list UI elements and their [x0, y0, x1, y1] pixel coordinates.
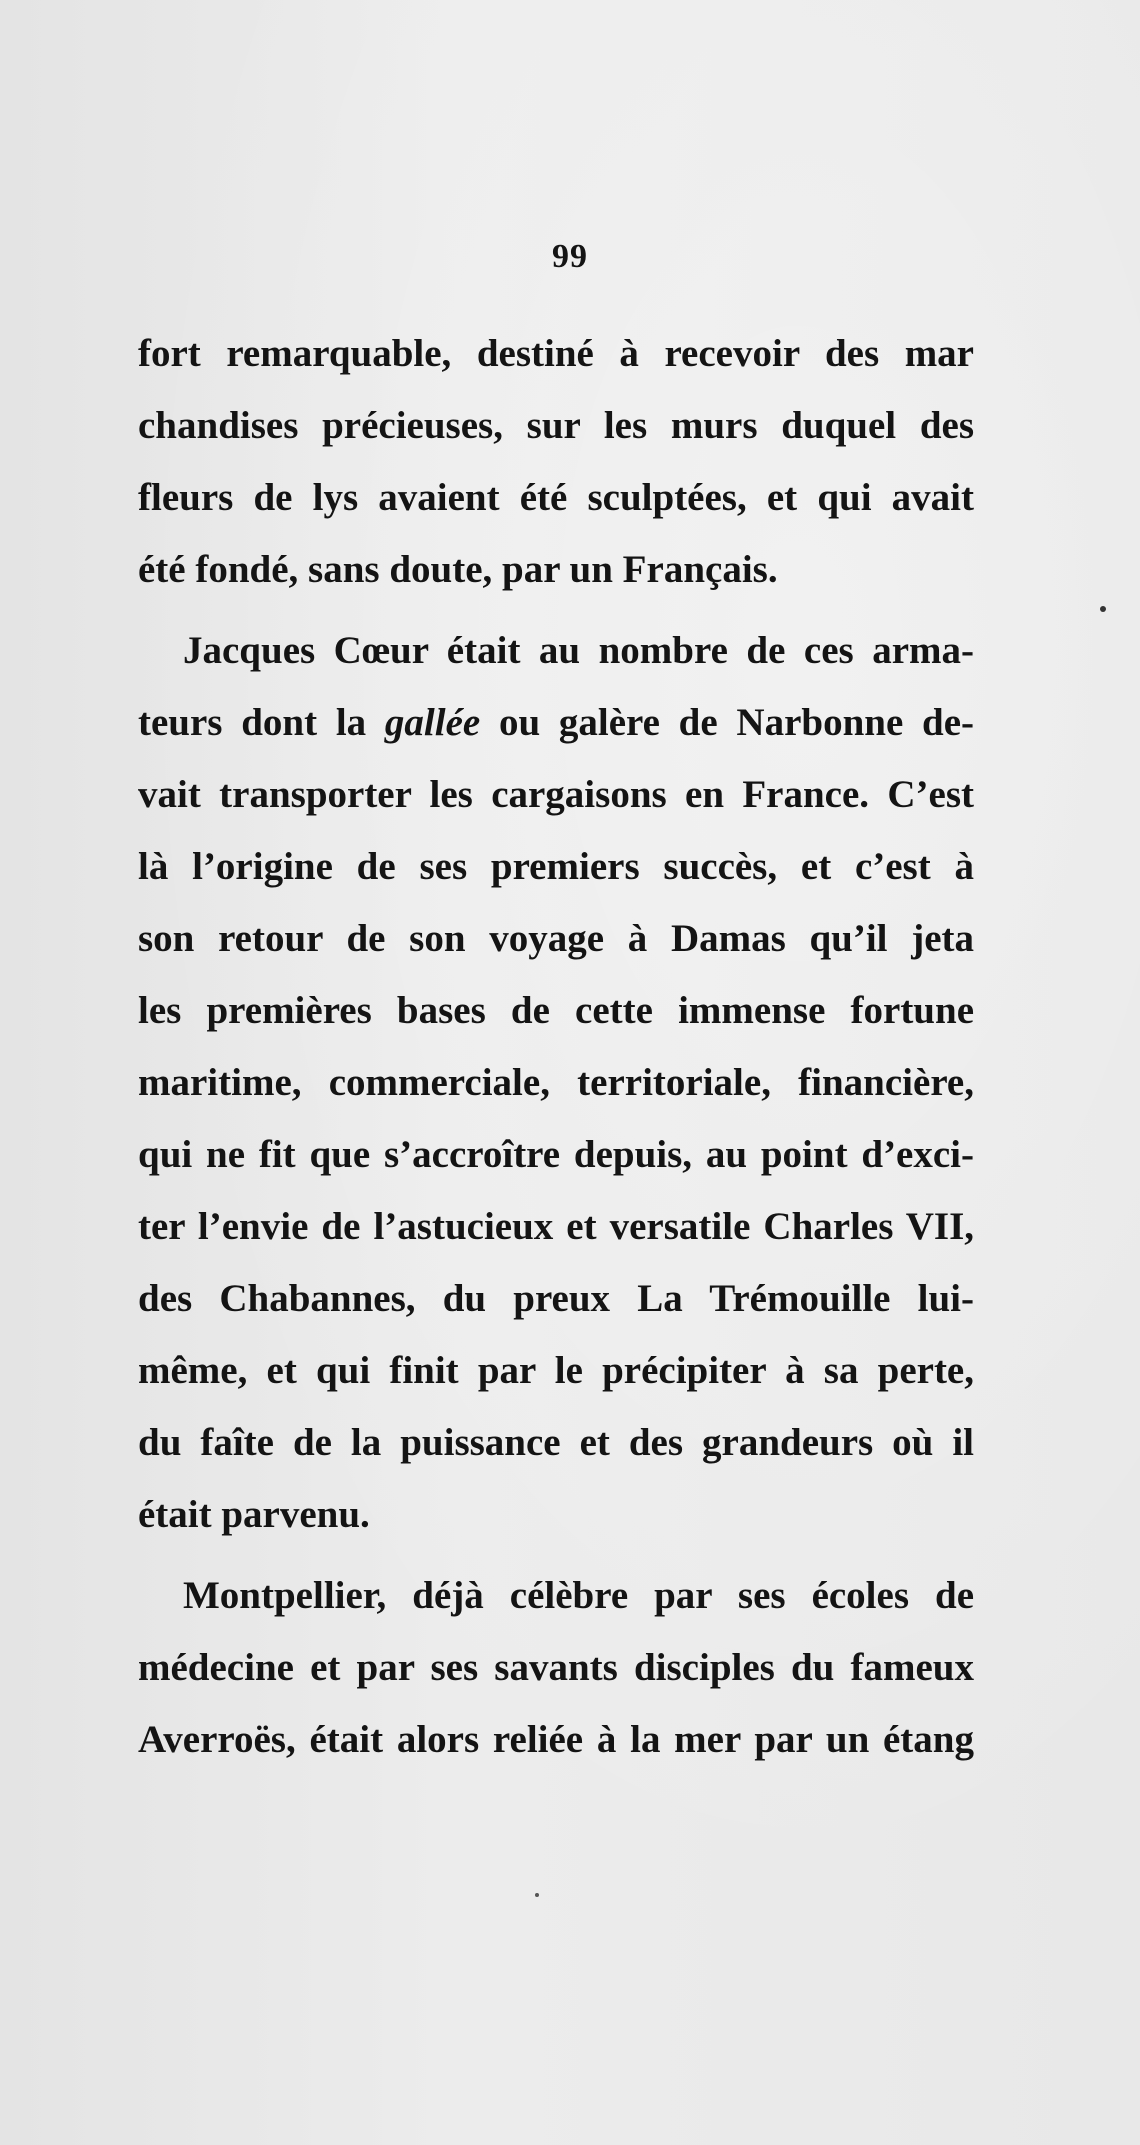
text-line: chandises précieuses, sur les murs duquel des: [138, 404, 974, 447]
text-line: ter l’envie de l’astucieux et versatile Charles VII,: [138, 1205, 974, 1248]
ink-speck: [535, 1893, 539, 1897]
text-line: Montpellier, déjà célèbre par ses écoles de: [183, 1574, 974, 1617]
text-span: teurs dont la: [138, 701, 385, 744]
text-line: était parvenu.: [138, 1493, 370, 1536]
text-line: fort remarquable, destiné à recevoir des mar: [138, 332, 974, 375]
text-line: même, et qui finit par le précipiter à sa perte,: [138, 1349, 974, 1392]
paragraph: [138, 1560, 974, 1776]
text-line: vait transporter les cargaisons en France. C’est: [138, 773, 974, 816]
text-line: [138, 687, 974, 759]
text-line: qui ne fit que s’accroître depuis, au point d’exci-: [138, 1133, 974, 1176]
text-line: fleurs de lys avaient été sculptées, et qui avait: [138, 476, 974, 519]
text-line: des Chabannes, du preux La Trémouille lui-: [138, 1277, 974, 1320]
text-line: maritime, commerciale, territoriale, financière,: [138, 1061, 974, 1104]
italic-word: gallée: [384, 701, 481, 744]
text-line: été fondé, sans doute, par un Français.: [138, 548, 778, 591]
ink-speck: [1100, 606, 1106, 612]
text-line: là l’origine de ses premiers succès, et c’est à: [138, 845, 974, 888]
text-line: médecine et par ses savants disciples du fameux: [138, 1646, 974, 1689]
text-line: Jacques Cœur était au nombre de ces arma-: [183, 629, 974, 672]
text-span: ou galère de Narbonne de-: [480, 701, 974, 744]
paragraph: [138, 615, 974, 1551]
text-line: les premières bases de cette immense fortune: [138, 989, 974, 1032]
text-line: Averroës, était alors reliée à la mer par un étang: [138, 1718, 974, 1761]
body-text: [138, 318, 974, 1776]
text-line: du faîte de la puissance et des grandeurs où il: [138, 1421, 974, 1464]
page-number: 99: [552, 238, 588, 275]
text-line: son retour de son voyage à Damas qu’il jeta: [138, 917, 974, 960]
paragraph: [138, 318, 974, 606]
